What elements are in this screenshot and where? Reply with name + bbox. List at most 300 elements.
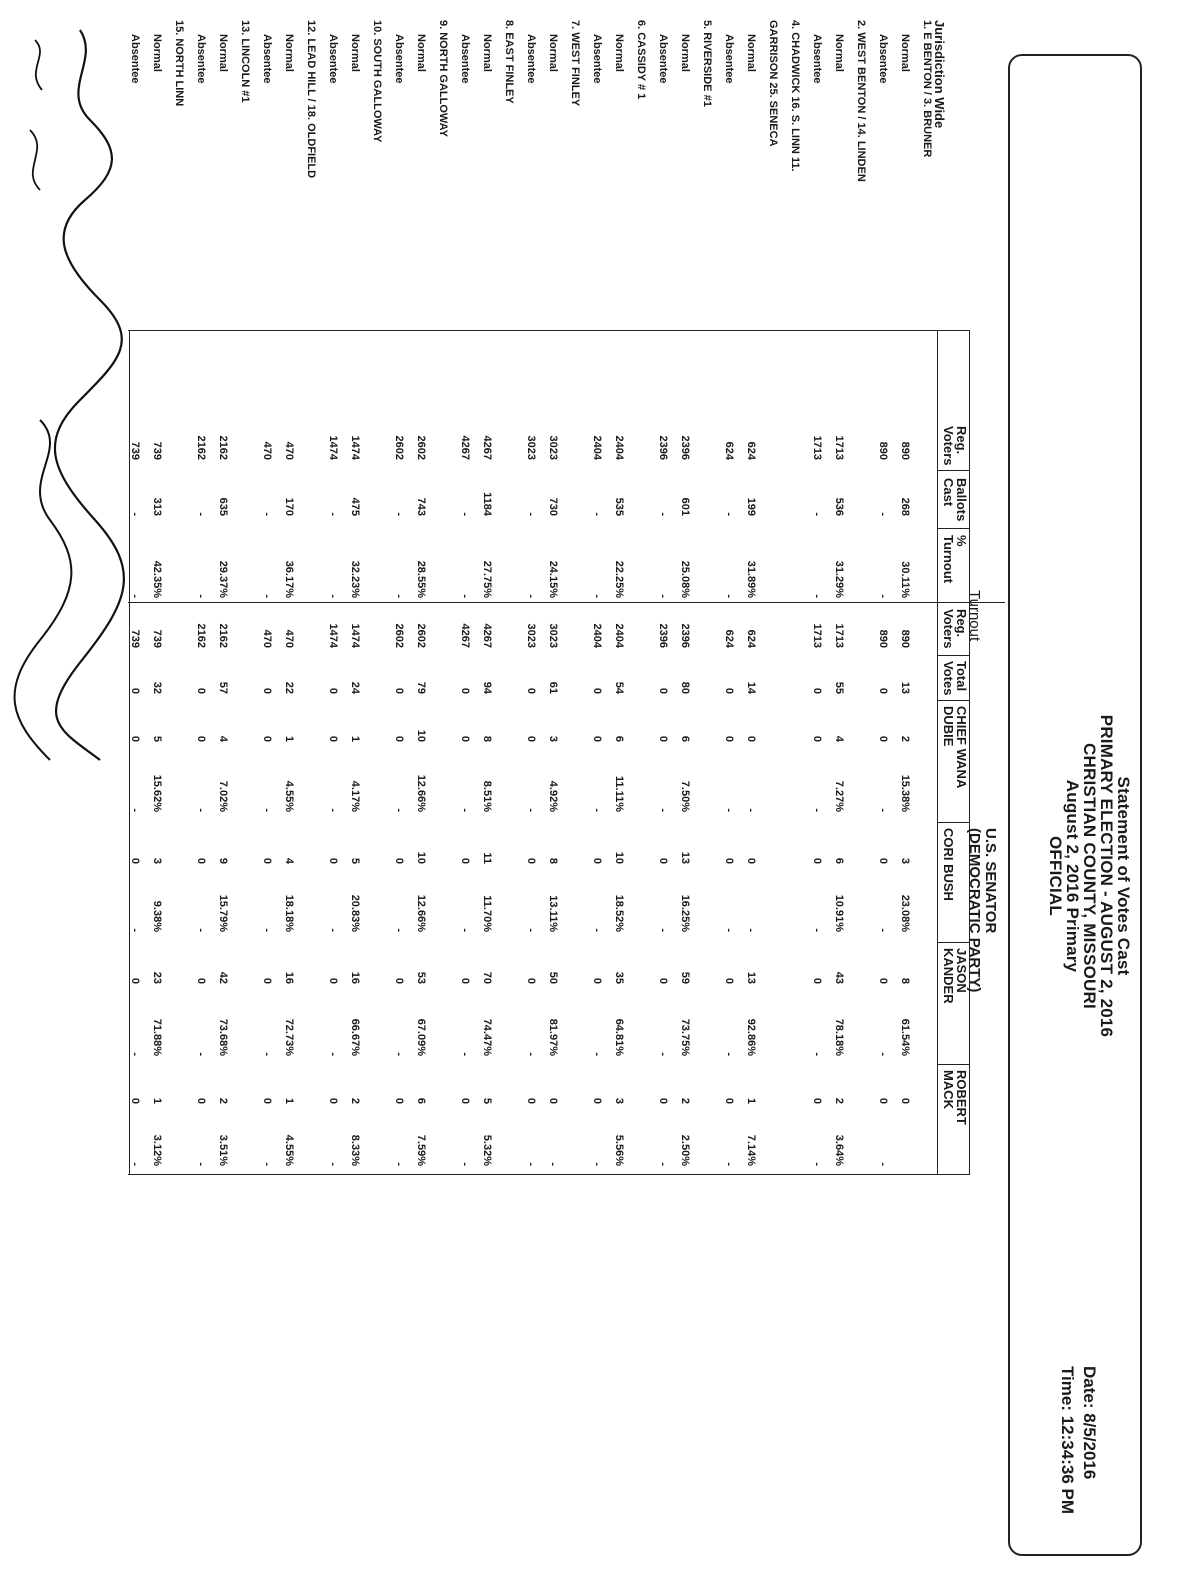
cell-total-votes: 79 [415, 681, 427, 694]
cell-dubie-votes: 8 [481, 735, 493, 742]
cell-reg-voters-race: 2162 [217, 623, 229, 648]
cell-ballots-cast: 535 [613, 497, 625, 516]
cell-bush-pct: 23.08% [899, 894, 911, 932]
cell-reg-voters: 4267 [481, 435, 493, 460]
cell-reg-voters: 2404 [613, 435, 625, 460]
cell-kander-pct: - [393, 1052, 405, 1056]
cell-dubie-pct: - [459, 808, 471, 812]
cell-bush-pct: - [393, 928, 405, 932]
cell-kander-pct: 64.81% [613, 1018, 625, 1056]
cell-dubie-pct: - [723, 808, 735, 812]
cell-dubie-pct: - [525, 808, 537, 812]
row-label-subtype: Normal [481, 34, 493, 72]
row-label-subtype: Normal [217, 34, 229, 72]
cell-mack-pct: - [327, 1162, 339, 1166]
cell-mack-votes: 1 [151, 1097, 163, 1104]
row-label-subtype: Absentee [459, 34, 471, 84]
cell-mack-votes: 3 [613, 1097, 625, 1104]
cell-total-votes: 80 [679, 681, 691, 694]
cell-dubie-pct: - [745, 808, 757, 812]
cell-bush-votes: 0 [811, 857, 823, 864]
cell-bush-pct: - [723, 928, 735, 932]
reg-voters-race-header: Reg. Voters [941, 609, 969, 649]
row-label-subtype: Normal [283, 34, 295, 72]
cell-mack-votes: 2 [217, 1097, 229, 1104]
turnout-section-label: Turnout [966, 590, 983, 642]
cell-total-votes: 13 [899, 681, 911, 694]
cell-mack-pct: - [811, 1162, 823, 1166]
candidate-bush-header: CORI BUSH [941, 828, 956, 901]
cell-ballots-cast: - [459, 512, 471, 516]
cell-pct-turnout: 36.17% [283, 560, 295, 598]
cell-reg-voters-race: 2396 [657, 623, 669, 648]
cell-dubie-votes: 0 [525, 735, 537, 742]
cell-mack-pct: - [459, 1162, 471, 1166]
row-label-subtype: Absentee [525, 34, 537, 84]
cell-reg-voters-race: 624 [723, 629, 735, 648]
cell-mack-votes: 2 [679, 1097, 691, 1104]
cell-mack-votes: 0 [129, 1097, 141, 1104]
cell-kander-pct: - [195, 1052, 207, 1056]
cell-dubie-pct: 4.92% [547, 780, 559, 812]
cell-reg-voters-race: 470 [283, 629, 295, 648]
cell-reg-voters: 2162 [195, 435, 207, 460]
cell-ballots-cast: 743 [415, 497, 427, 516]
cell-bush-votes: 6 [833, 857, 845, 864]
cell-reg-voters-race: 2396 [679, 623, 691, 648]
cell-reg-voters: 624 [723, 441, 735, 460]
cell-pct-turnout: 24.15% [547, 560, 559, 598]
cell-reg-voters-race: 3023 [547, 623, 559, 648]
cell-reg-voters: 2602 [393, 435, 405, 460]
cell-bush-votes: 0 [723, 857, 735, 864]
cell-dubie-votes: 10 [415, 729, 427, 742]
cell-mack-votes: 2 [349, 1097, 361, 1104]
row-label-subtype: Absentee [591, 34, 603, 84]
row-label-subtype: Absentee [195, 34, 207, 84]
cell-mack-votes: 0 [591, 1097, 603, 1104]
cell-bush-pct: 15.79% [217, 894, 229, 932]
cell-dubie-pct: - [327, 808, 339, 812]
cell-reg-voters: 470 [261, 441, 273, 460]
cell-dubie-pct: 11.11% [613, 775, 625, 812]
cell-bush-pct: 12.66% [415, 894, 427, 932]
cell-dubie-votes: 2 [899, 735, 911, 742]
cell-pct-turnout: 28.55% [415, 560, 427, 598]
cell-ballots-cast: - [657, 512, 669, 516]
cell-pct-turnout: 30.11% [899, 561, 911, 598]
cell-pct-turnout: - [657, 594, 669, 598]
pct-turnout-header: % Turnout [941, 535, 969, 584]
cell-reg-voters-race: 1713 [833, 623, 845, 648]
candidate-dubie-header: CHIEF WANA DUBIE [941, 706, 969, 789]
cell-ballots-cast: - [723, 512, 735, 516]
cell-kander-pct: 92.86% [745, 1018, 757, 1056]
row-label-precinct: GARRISON 25. SENECA [767, 20, 779, 147]
cell-dubie-votes: 0 [657, 735, 669, 742]
cell-reg-voters-race: 890 [899, 629, 911, 648]
cell-kander-votes: 53 [415, 971, 427, 984]
cell-reg-voters-race: 2404 [591, 623, 603, 648]
cell-kander-pct: - [327, 1052, 339, 1056]
cell-mack-pct: 7.59% [415, 1134, 427, 1166]
cell-reg-voters-race: 739 [151, 629, 163, 648]
cell-dubie-votes: 0 [327, 735, 339, 742]
cell-kander-pct: 73.75% [679, 1018, 691, 1056]
cell-kander-pct: 66.67% [349, 1018, 361, 1056]
cell-mack-pct: 3.12% [151, 1134, 163, 1166]
cell-kander-votes: 13 [745, 971, 757, 984]
cell-bush-votes: 4 [283, 857, 295, 864]
cell-kander-pct: 81.97% [547, 1018, 559, 1056]
jurisdiction-wide-label: Jurisdiction Wide [932, 20, 947, 129]
cell-ballots-cast: 1184 [481, 492, 493, 516]
cell-total-votes: 14 [745, 681, 757, 694]
cell-dubie-votes: 0 [877, 735, 889, 742]
cell-dubie-votes: 4 [833, 735, 845, 742]
cell-pct-turnout: - [459, 594, 471, 598]
cell-total-votes: 0 [129, 687, 141, 694]
cell-reg-voters: 2162 [217, 435, 229, 460]
cell-pct-turnout: 31.89% [745, 560, 757, 598]
row-label-subtype: Absentee [327, 34, 339, 84]
cell-reg-voters: 890 [899, 441, 911, 460]
cell-kander-pct: 78.18% [833, 1018, 845, 1056]
cell-kander-pct: 72.73% [283, 1018, 295, 1056]
cell-total-votes: 0 [591, 687, 603, 694]
cell-reg-voters: 1474 [327, 435, 339, 460]
cell-pct-turnout: 22.25% [613, 560, 625, 598]
cell-mack-pct: - [547, 1162, 559, 1166]
cell-kander-votes: 0 [657, 977, 669, 984]
cell-pct-turnout: - [525, 594, 537, 598]
cell-total-votes: 54 [613, 681, 625, 694]
cell-bush-votes: 0 [393, 857, 405, 864]
election-date: August 2, 2016 Primary [1063, 779, 1082, 973]
cell-reg-voters-race: 2602 [393, 623, 405, 648]
cell-mack-pct: 2.50% [679, 1134, 691, 1166]
cell-reg-voters-race: 1713 [811, 623, 823, 648]
cell-reg-voters-race: 4267 [481, 623, 493, 648]
cell-bush-pct: 18.18% [283, 894, 295, 932]
cell-pct-turnout: 31.29% [833, 560, 845, 598]
cell-total-votes: 0 [811, 687, 823, 694]
cell-kander-votes: 0 [811, 977, 823, 984]
cell-kander-votes: 43 [833, 971, 845, 984]
official-label: OFFICIAL [1046, 836, 1065, 916]
cell-kander-pct: - [525, 1052, 537, 1056]
cell-bush-votes: 0 [327, 857, 339, 864]
cell-ballots-cast: 313 [151, 497, 163, 516]
cell-mack-votes: 0 [899, 1097, 911, 1104]
cell-bush-pct: - [327, 928, 339, 932]
cell-kander-votes: 16 [283, 971, 295, 984]
cell-ballots-cast: - [195, 512, 207, 516]
cell-bush-pct: 13.11% [547, 895, 559, 932]
cell-bush-pct: 11.70% [481, 895, 493, 932]
cell-bush-pct: 18.52% [613, 894, 625, 932]
cell-mack-votes: 2 [833, 1097, 845, 1104]
cell-dubie-votes: 0 [723, 735, 735, 742]
cell-reg-voters: 2602 [415, 435, 427, 460]
cell-total-votes: 32 [151, 681, 163, 694]
row-label-precinct: 2. WEST BENTON / 14. LINDEN [855, 20, 867, 182]
cell-bush-pct: 10.91% [833, 894, 845, 932]
row-label-subtype: Normal [679, 34, 691, 72]
cell-mack-pct: - [723, 1162, 735, 1166]
cell-bush-votes: 13 [679, 851, 691, 864]
cell-kander-votes: 50 [547, 971, 559, 984]
cell-kander-votes: 0 [723, 977, 735, 984]
cell-ballots-cast: - [525, 512, 537, 516]
cell-dubie-pct: - [129, 808, 141, 812]
row-label-subtype: Normal [613, 34, 625, 72]
cell-pct-turnout: 42.35% [151, 560, 163, 598]
cell-reg-voters-race: 739 [129, 629, 141, 648]
cell-ballots-cast: 635 [217, 497, 229, 516]
cell-ballots-cast: 536 [833, 497, 845, 516]
cell-reg-voters-race: 2162 [195, 623, 207, 648]
cell-bush-pct: - [525, 928, 537, 932]
cell-bush-pct: - [261, 928, 273, 932]
cell-dubie-pct: 4.17% [349, 780, 361, 812]
cell-dubie-votes: 0 [393, 735, 405, 742]
cell-kander-pct: - [129, 1052, 141, 1056]
cell-kander-pct: - [657, 1052, 669, 1056]
cell-pct-turnout: - [723, 594, 735, 598]
cell-reg-voters: 1474 [349, 435, 361, 460]
cell-reg-voters-race: 4267 [459, 623, 471, 648]
cell-reg-voters: 4267 [459, 435, 471, 460]
cell-bush-pct: 16.25% [679, 894, 691, 932]
cell-bush-votes: 0 [459, 857, 471, 864]
cell-kander-pct: - [459, 1052, 471, 1056]
cell-ballots-cast: - [261, 512, 273, 516]
row-label-subtype: Absentee [129, 34, 141, 84]
cell-dubie-pct: 7.27% [833, 780, 845, 812]
cell-bush-votes: 3 [899, 857, 911, 864]
cell-ballots-cast: 601 [679, 497, 691, 516]
cell-total-votes: 0 [195, 687, 207, 694]
report-date: Date: 8/5/2016 [1080, 1365, 1099, 1480]
cell-pct-turnout: - [261, 594, 273, 598]
cell-bush-votes: 0 [745, 857, 757, 864]
cell-kander-pct: - [591, 1052, 603, 1056]
cell-mack-votes: 0 [547, 1097, 559, 1104]
cell-dubie-pct: 7.02% [217, 780, 229, 812]
cell-total-votes: 0 [877, 687, 889, 694]
cell-mack-votes: 0 [459, 1097, 471, 1104]
cell-bush-votes: 5 [349, 857, 361, 864]
cell-pct-turnout: - [811, 594, 823, 598]
cell-kander-votes: 0 [591, 977, 603, 984]
row-label-precinct: 7. WEST FINLEY [569, 20, 581, 107]
cell-pct-turnout: - [129, 594, 141, 598]
row-label-precinct: 4. CHADWICK 16. S. LINN 11. [789, 20, 801, 172]
cell-reg-voters-race: 1474 [327, 623, 339, 648]
cell-dubie-votes: 5 [151, 735, 163, 742]
cell-ballots-cast: - [811, 512, 823, 516]
cell-mack-pct: - [591, 1162, 603, 1166]
cell-mack-pct: - [657, 1162, 669, 1166]
cell-dubie-pct: 4.55% [283, 780, 295, 812]
candidate-mack-header: ROBERT MACK [941, 1070, 969, 1125]
cell-bush-pct: 9.38% [151, 900, 163, 932]
cell-mack-pct: - [877, 1162, 889, 1166]
cell-kander-pct: - [811, 1052, 823, 1056]
row-label-precinct: 8. EAST FINLEY [503, 20, 515, 104]
cell-reg-voters: 470 [283, 441, 295, 460]
cell-ballots-cast: - [393, 512, 405, 516]
row-label-subtype: Absentee [393, 34, 405, 84]
cell-kander-pct: 67.09% [415, 1018, 427, 1056]
cell-pct-turnout: 29.37% [217, 560, 229, 598]
cell-dubie-pct: - [195, 808, 207, 812]
cell-ballots-cast: 268 [899, 497, 911, 516]
cell-kander-votes: 70 [481, 971, 493, 984]
cell-bush-votes: 0 [525, 857, 537, 864]
cell-kander-pct: - [723, 1052, 735, 1056]
cell-dubie-votes: 0 [195, 735, 207, 742]
cell-mack-pct: - [525, 1162, 537, 1166]
cell-dubie-pct: - [811, 808, 823, 812]
cell-mack-votes: 0 [525, 1097, 537, 1104]
row-label-precinct: 15. NORTH LINN [173, 20, 185, 107]
cell-kander-votes: 16 [349, 971, 361, 984]
cell-dubie-votes: 4 [217, 735, 229, 742]
race-party: (DEMOCRATIC PARTY) [966, 828, 983, 993]
cell-mack-votes: 6 [415, 1097, 427, 1104]
cell-bush-votes: 0 [591, 857, 603, 864]
cell-dubie-votes: 0 [129, 735, 141, 742]
cell-ballots-cast: - [327, 512, 339, 516]
cell-dubie-pct: - [591, 808, 603, 812]
cell-dubie-pct: 8.51% [481, 780, 493, 812]
cell-mack-pct: 3.51% [217, 1134, 229, 1166]
cell-kander-votes: 0 [393, 977, 405, 984]
cell-mack-pct: 5.56% [613, 1134, 625, 1166]
cell-total-votes: 0 [327, 687, 339, 694]
cell-dubie-votes: 0 [811, 735, 823, 742]
cell-dubie-votes: 0 [261, 735, 273, 742]
row-label-precinct: 1. E BENTON / 3. BRUNER [921, 20, 933, 158]
row-label-subtype: Normal [415, 34, 427, 72]
row-label-precinct: 6. CASSIDY # 1 [635, 20, 647, 100]
row-label-subtype: Absentee [877, 34, 889, 84]
cell-reg-voters: 1713 [811, 435, 823, 460]
cell-reg-voters-race: 624 [745, 629, 757, 648]
cell-kander-pct: 61.54% [899, 1018, 911, 1056]
cell-reg-voters: 2396 [679, 435, 691, 460]
cell-kander-pct: 73.68% [217, 1018, 229, 1056]
cell-mack-pct: - [393, 1162, 405, 1166]
row-label-subtype: Absentee [811, 34, 823, 84]
cell-reg-voters-race: 3023 [525, 623, 537, 648]
cell-mack-votes: 1 [745, 1097, 757, 1104]
cell-bush-pct: - [459, 928, 471, 932]
cell-mack-votes: 1 [283, 1097, 295, 1104]
cell-bush-pct: - [877, 928, 889, 932]
cell-dubie-pct: - [657, 808, 669, 812]
cell-ballots-cast: 199 [745, 497, 757, 516]
cell-kander-votes: 23 [151, 971, 163, 984]
cell-total-votes: 0 [261, 687, 273, 694]
cell-total-votes: 0 [525, 687, 537, 694]
cell-dubie-pct: 15.62% [151, 774, 163, 812]
cell-mack-pct: 7.14% [745, 1134, 757, 1166]
row-label-subtype: Normal [151, 34, 163, 72]
cell-pct-turnout: 32.23% [349, 560, 361, 598]
cell-reg-voters: 1713 [833, 435, 845, 460]
cell-reg-voters: 3023 [547, 435, 559, 460]
cell-reg-voters-race: 890 [877, 629, 889, 648]
cell-mack-pct: 5.32% [481, 1134, 493, 1166]
cell-dubie-votes: 1 [349, 735, 361, 742]
cell-mack-votes: 0 [261, 1097, 273, 1104]
cell-reg-voters-race: 470 [261, 629, 273, 648]
county-name: CHRISTIAN COUNTY, MISSOURI [1080, 743, 1099, 1009]
cell-pct-turnout: - [327, 594, 339, 598]
candidate-kander-header: JASON KANDER [941, 948, 969, 1004]
cell-kander-votes: 0 [525, 977, 537, 984]
cell-kander-votes: 0 [261, 977, 273, 984]
cell-dubie-votes: 6 [613, 735, 625, 742]
cell-mack-votes: 0 [657, 1097, 669, 1104]
cell-bush-pct: - [591, 928, 603, 932]
cell-reg-voters: 739 [151, 441, 163, 460]
cell-dubie-votes: 6 [679, 735, 691, 742]
cell-kander-votes: 0 [195, 977, 207, 984]
cell-pct-turnout: - [591, 594, 603, 598]
cell-dubie-pct: - [877, 808, 889, 812]
cell-kander-votes: 0 [327, 977, 339, 984]
cell-pct-turnout: - [195, 594, 207, 598]
cell-bush-pct: - [657, 928, 669, 932]
cell-bush-pct: 20.83% [349, 894, 361, 932]
cell-mack-votes: 0 [195, 1097, 207, 1104]
cell-mack-pct: 8.33% [349, 1134, 361, 1166]
cell-bush-votes: 0 [129, 857, 141, 864]
cell-total-votes: 61 [547, 681, 559, 694]
cell-dubie-votes: 1 [283, 735, 295, 742]
cell-dubie-votes: 0 [591, 735, 603, 742]
cell-kander-votes: 0 [129, 977, 141, 984]
cell-dubie-pct: 7.50% [679, 780, 691, 812]
row-label-precinct: 12. LEAD HILL / 18. OLDFIELD [305, 20, 317, 179]
cell-kander-votes: 0 [459, 977, 471, 984]
cell-total-votes: 22 [283, 681, 295, 694]
cell-reg-voters-race: 1474 [349, 623, 361, 648]
cell-ballots-cast: 730 [547, 497, 559, 516]
cell-bush-votes: 0 [195, 857, 207, 864]
cell-kander-pct: - [877, 1052, 889, 1056]
cell-bush-votes: 8 [547, 857, 559, 864]
reg-voters-header: Reg. Voters [941, 426, 969, 466]
cell-bush-votes: 11 [481, 852, 493, 864]
cell-dubie-votes: 0 [745, 735, 757, 742]
cell-dubie-votes: 3 [547, 735, 559, 742]
cell-kander-votes: 8 [899, 977, 911, 984]
row-label-subtype: Absentee [261, 34, 273, 84]
row-label-subtype: Absentee [657, 34, 669, 84]
cell-total-votes: 94 [481, 681, 493, 694]
cell-total-votes: 0 [459, 687, 471, 694]
report-title: Statement of Votes Cast [1114, 776, 1133, 976]
cell-kander-votes: 0 [877, 977, 889, 984]
cell-pct-turnout: 25.08% [679, 560, 691, 598]
row-label-subtype: Normal [899, 34, 911, 72]
race-title: U.S. SENATOR [982, 828, 999, 934]
